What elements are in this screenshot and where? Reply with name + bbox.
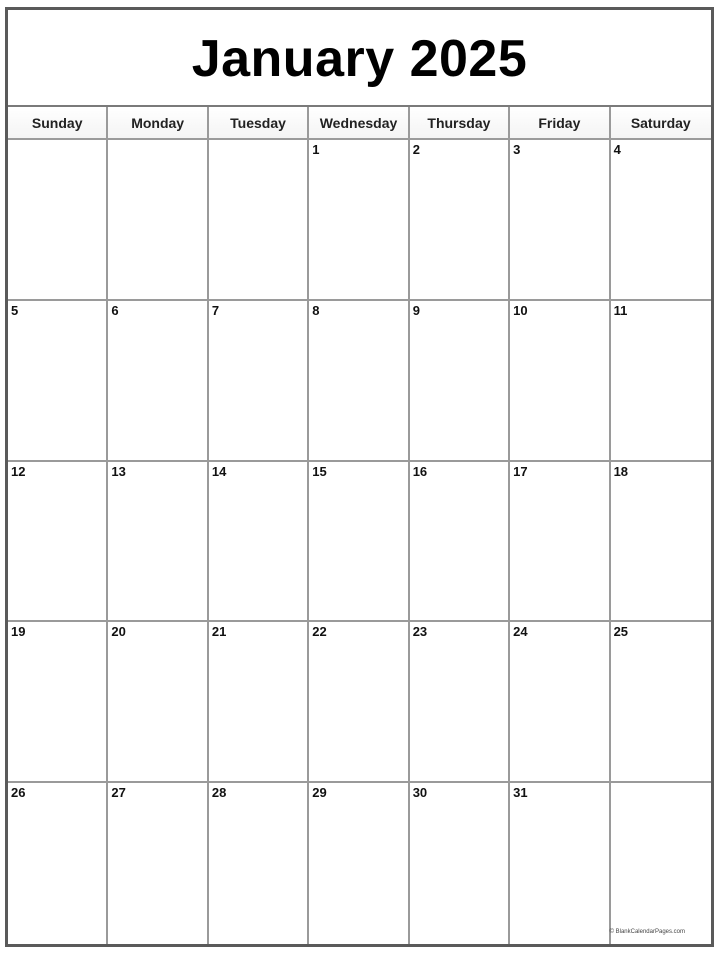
weekday-header-saturday: Saturday [611, 107, 711, 140]
day-cell-21 [209, 622, 309, 783]
weekday-header-thursday: Thursday [410, 107, 510, 140]
weekday-header-tuesday: Tuesday [209, 107, 309, 140]
day-cell-24 [510, 622, 610, 783]
day-cell-30 [410, 783, 510, 944]
day-number: 2 [412, 142, 420, 157]
day-cell-1 [309, 140, 409, 301]
day-number: 5 [11, 302, 19, 318]
empty-day-cell [611, 783, 711, 944]
day-cell-25 [611, 622, 711, 783]
weekday-header-friday: Friday [510, 107, 610, 140]
day-number: 7 [211, 302, 220, 318]
day-number: 1 [312, 142, 320, 157]
day-cell-16 [410, 462, 510, 623]
weekday-header-monday: Monday [108, 107, 208, 140]
day-cell-2 [410, 140, 510, 301]
calendar-header [8, 10, 711, 107]
day-number: 15 [312, 463, 327, 479]
day-cell-13 [108, 462, 208, 623]
day-cell-8 [309, 301, 409, 462]
day-number: 26 [11, 785, 26, 801]
day-cell-7 [209, 301, 309, 462]
day-number: 17 [513, 463, 528, 479]
day-number: 8 [312, 302, 320, 318]
day-number: 14 [211, 463, 227, 479]
day-number: 6 [111, 302, 119, 318]
calendar-grid [8, 107, 711, 944]
day-cell-23 [410, 622, 510, 783]
day-cell-29 [309, 783, 409, 944]
day-number: 30 [412, 785, 428, 801]
day-number: 11 [613, 302, 628, 318]
day-cell-20 [108, 622, 208, 783]
day-cell-14 [209, 462, 309, 623]
calendar-page [5, 7, 714, 947]
day-number: 31 [513, 785, 528, 801]
empty-day-cell [108, 140, 208, 301]
day-number: 19 [11, 624, 26, 640]
empty-day-cell [209, 140, 309, 301]
day-cell-11 [611, 301, 711, 462]
day-cell-12 [8, 462, 108, 623]
day-number: 22 [312, 624, 327, 640]
day-cell-5 [8, 301, 108, 462]
day-number: 24 [513, 624, 528, 640]
day-number: 20 [111, 624, 126, 640]
day-number: 12 [11, 463, 26, 479]
day-cell-4 [611, 140, 711, 301]
day-cell-3 [510, 140, 610, 301]
calendar-title: January 2025 [191, 29, 528, 88]
day-number: 25 [613, 624, 629, 640]
day-number: 28 [211, 785, 227, 801]
day-cell-6 [108, 301, 208, 462]
day-cell-10 [510, 301, 610, 462]
copyright-credit: © BlankCalendarPages.com [609, 929, 685, 935]
day-cell-26 [8, 783, 108, 944]
day-cell-17 [510, 462, 610, 623]
day-number: 29 [312, 785, 327, 801]
day-cell-18 [611, 462, 711, 623]
day-cell-22 [309, 622, 409, 783]
day-cell-19 [8, 622, 108, 783]
day-number: 23 [412, 624, 428, 640]
day-number: 16 [412, 463, 428, 479]
day-number: 18 [613, 463, 629, 479]
weekday-header-wednesday: Wednesday [309, 107, 409, 140]
day-number: 27 [111, 785, 126, 801]
day-number: 4 [613, 142, 621, 157]
day-cell-15 [309, 462, 409, 623]
day-number: 10 [513, 302, 528, 318]
day-cell-27 [108, 783, 208, 944]
day-number: 21 [211, 624, 227, 640]
day-cell-9 [410, 301, 510, 462]
day-cell-31 [510, 783, 610, 944]
day-number: 3 [513, 142, 521, 157]
weekday-header-sunday: Sunday [8, 107, 108, 140]
day-number: 9 [412, 302, 420, 318]
empty-day-cell [8, 140, 108, 301]
day-number: 13 [111, 463, 126, 479]
day-cell-28 [209, 783, 309, 944]
